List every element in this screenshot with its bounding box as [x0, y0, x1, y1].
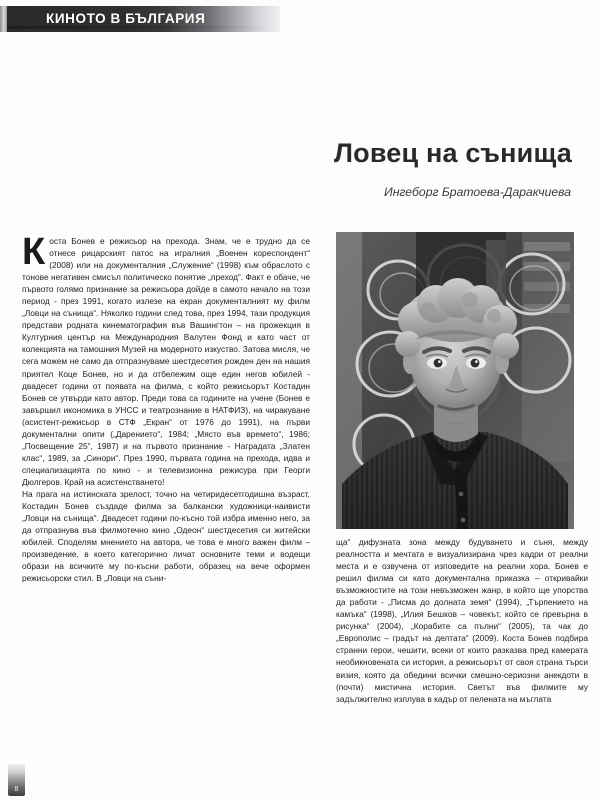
banner-left-notch [0, 6, 7, 32]
page-number: 8 [14, 786, 19, 793]
paragraph-1-text: оста Бонев е режисьор на прехода. Знам, че е трудно да се отнесе рицарският патос на игралния „Военен кореспондент“ (2008) или на документалния „Служение“ (1998) към обраслото с тонове негативен смисъл политическо понятие „преход“. Факт е обаче, че първото голямо признание за режисьора дойде в самото начало на този период - през 1991, когато излезе на екран документалният му филм „Ловци на сънища“. Няколко години след това, през 1994, тази продукция представи родната кинематография във Вашингтон – на прожекция в Културния център на Международния Валутен Фонд и като част от колекцията на тамошния Музей на модерното изкуство. Затова мисля, че сега можем не само да отпразнуваме шестдесетия рожден ден на нашия приятел Коце Бонев, но и да отбележим още един негов юбилей - двадесет години от появата на филма, с който режисьорът Костадин Бонев се утвърди като автор. Преди това са годините на учене (Бонев е завършил икономика в УНСС и театрознание в НАТФИЗ), на чиракуване (асистент-режисьор в СТФ „Екран“ от 1976 до 1991), на първи документални опити („Дарението“, 1984; „Място във времето“, 1986; „Посвещение 25“, 1987) и на първото признание - Наградата „Златен клас“, 1989, за „Синори“. През 1990, първата година на прехода, идва и специализацията по кино - и телевизионна режисура при Георги Дюлгеров. Край на асистенстването! [22, 236, 310, 487]
page-number-tab [8, 764, 25, 796]
paragraph-1 [22, 231, 310, 488]
drop-cap: К [22, 231, 46, 273]
body-text-right-column [336, 536, 588, 705]
paragraph-2: На прага на истинската зрелост, точно на четиридесетгодишна възраст, Костадин Бонев създаде филма за балкански художници-наивисти „Ловци на сънища“. Двадесет години по-късно той избра именно него, за да отпразнува във филмотечно кино „Одеон“ шестдесетия си житейски юбилей. Споделям мнението на автора, че това е много важен филм – произведение, в което категорично личат основните теми и водещи образи на всичките му по-късни работи, образец на вече оформен режисьорски стил. В „Ловци на съни- [22, 488, 310, 584]
portrait-photo-graphic [336, 232, 574, 529]
portrait-photo [336, 232, 574, 529]
banner-shadow [7, 26, 280, 29]
article-author: Ингеборг Братоева-Даракчиева [383, 185, 571, 199]
body-text-left-column [22, 231, 310, 584]
paragraph-3: ща“ дифузната зона между будуването и съня, между реалността и мечтата е визуализирана чрез кадри от реални места и е озвучена от изповедите на реални хора. Бонев е решил филма си като документална приказка – откривайки възможностите на този невъзможен жанр, в който ще упорства да работи - „Писма до долната земя“ (1994), „Търпението на камъка“ (1998), „Илия Бешков – човекът, който се превърна в рисунка“ (2004), „Корабите са пълни“ (2005), та чак до „Европолис – градът на делтата“ (2009). Коста Бонев подбира странни герои, чешити, всеки от които разказва пред камерата необикновената си история, а режисьорът от своя страна търси визия, която да обедини всички смешно-сериозни анекдоти в (почти) мистична история. Светът във филмите му задължително изплува в кадър от пелената на мъглата [336, 537, 588, 704]
banner-label: КИНОТО В БЪЛГАРИЯ [46, 11, 206, 26]
article-title: Ловец на сънища [334, 138, 572, 168]
